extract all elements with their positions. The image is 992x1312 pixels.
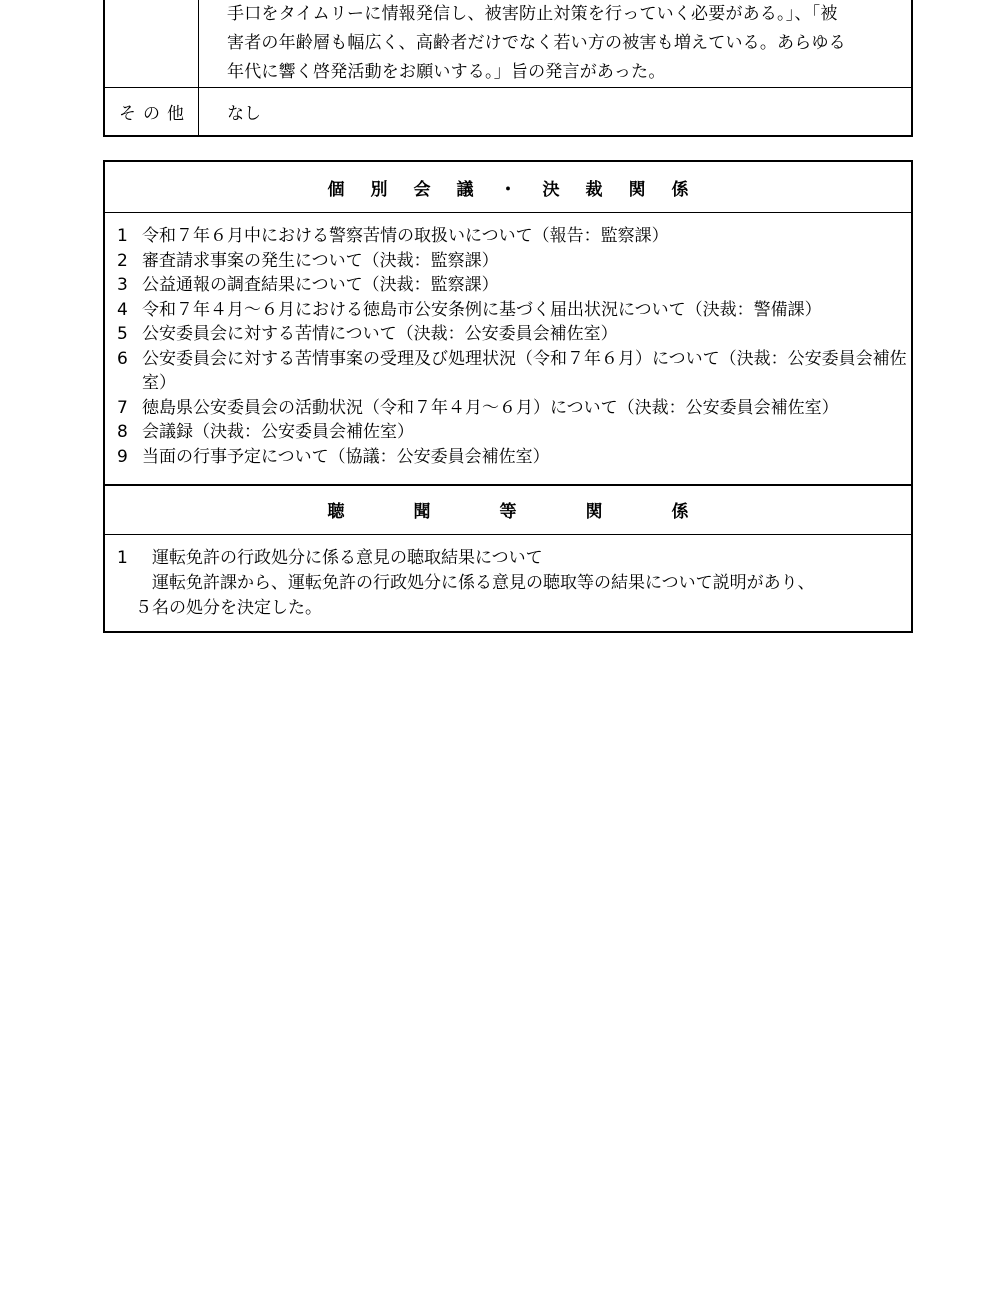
choumon-body-line: ５名の処分を決定した。	[135, 598, 322, 618]
kobetsu-section-header	[105, 162, 911, 213]
list-item	[117, 273, 907, 298]
list-item	[117, 396, 907, 421]
statement-row	[105, 0, 911, 88]
list-item	[117, 322, 907, 347]
item-number: 2	[117, 250, 128, 271]
header-char: 等	[499, 502, 517, 522]
list-item	[117, 420, 907, 445]
item-number: 3	[117, 275, 128, 295]
item-number: 9	[117, 446, 128, 467]
item-text: 公益通報の調査結果について（決裁：監察課）	[142, 275, 499, 295]
header-char: 議	[456, 179, 474, 200]
header-char: 会	[413, 179, 431, 200]
header-char: 聴	[327, 502, 345, 522]
other-label: その他	[119, 104, 191, 124]
statement-line: 害者の年齢層も幅広く、高齢者だけでなく若い方の被害も増えている。あらゆる	[227, 33, 846, 53]
item-number: 5	[117, 324, 128, 344]
header-char: 係	[671, 502, 689, 522]
other-row	[105, 88, 911, 135]
item-text: 令和７年４月～６月における徳島市公安条例に基づく届出状況について（決裁：警備課）	[142, 299, 822, 320]
choumon-content	[117, 546, 907, 621]
item-text: 徳島県公安委員会の活動状況（令和７年４月～６月）について（決裁：公安委員会補佐室）	[142, 397, 839, 418]
sections-table	[103, 160, 913, 633]
choumon-item-title-row	[117, 546, 907, 571]
item-text: 令和７年６月中における警察苦情の取扱いについて（報告：監察課）	[142, 226, 669, 246]
header-char: 決	[542, 179, 560, 200]
list-item	[117, 298, 907, 323]
item-number: 1	[117, 226, 128, 246]
choumon-section-header	[105, 485, 911, 535]
item-number: 4	[117, 299, 128, 320]
item-text: 公安委員会に対する苦情について（決裁：公安委員会補佐室）	[142, 324, 618, 344]
header-char: 裁	[585, 179, 603, 200]
item-title: 運転免許の行政処分に係る意見の聴取結果について	[152, 548, 543, 568]
kobetsu-list	[117, 224, 907, 469]
statement-line: 手口をタイムリーに情報発信し、被害防止対策を行っていく必要がある。」、「被	[227, 4, 838, 24]
item-number: 6	[117, 348, 128, 369]
statement-line: 年代に響く啓発活動をお願いする。」旨の発言があった。	[227, 62, 666, 82]
header-char: ・	[499, 179, 517, 200]
meeting-notes-table	[103, 0, 913, 137]
header-char: 係	[671, 179, 689, 200]
list-item	[117, 249, 907, 274]
header-char: 別	[370, 179, 388, 200]
list-item	[117, 347, 907, 396]
item-number: 1	[117, 548, 128, 568]
statement-label-cell	[105, 0, 199, 87]
item-text: 会議録（決裁：公安委員会補佐室）	[142, 422, 414, 442]
header-char: 関	[585, 502, 603, 522]
item-text: 公安委員会に対する苦情事案の受理及び処理状況（令和７年６月）について（決裁：公安委員会補佐室）	[142, 348, 907, 393]
item-text: 審査請求事案の発生について（決裁：監察課）	[142, 250, 499, 271]
list-item	[117, 445, 907, 470]
header-char: 聞	[413, 502, 431, 522]
list-item	[117, 224, 907, 249]
item-text: 当面の行事予定について（協議：公安委員会補佐室）	[142, 446, 550, 467]
header-char: 個	[327, 179, 345, 200]
item-number: 8	[117, 422, 128, 442]
item-number: 7	[117, 397, 128, 418]
header-char: 関	[628, 179, 646, 200]
choumon-body-line: 運転免許課から、運転免許の行政処分に係る意見の聴取等の結果について説明があり、	[152, 573, 815, 593]
statement-text	[227, 0, 907, 87]
other-value: なし	[227, 104, 261, 124]
